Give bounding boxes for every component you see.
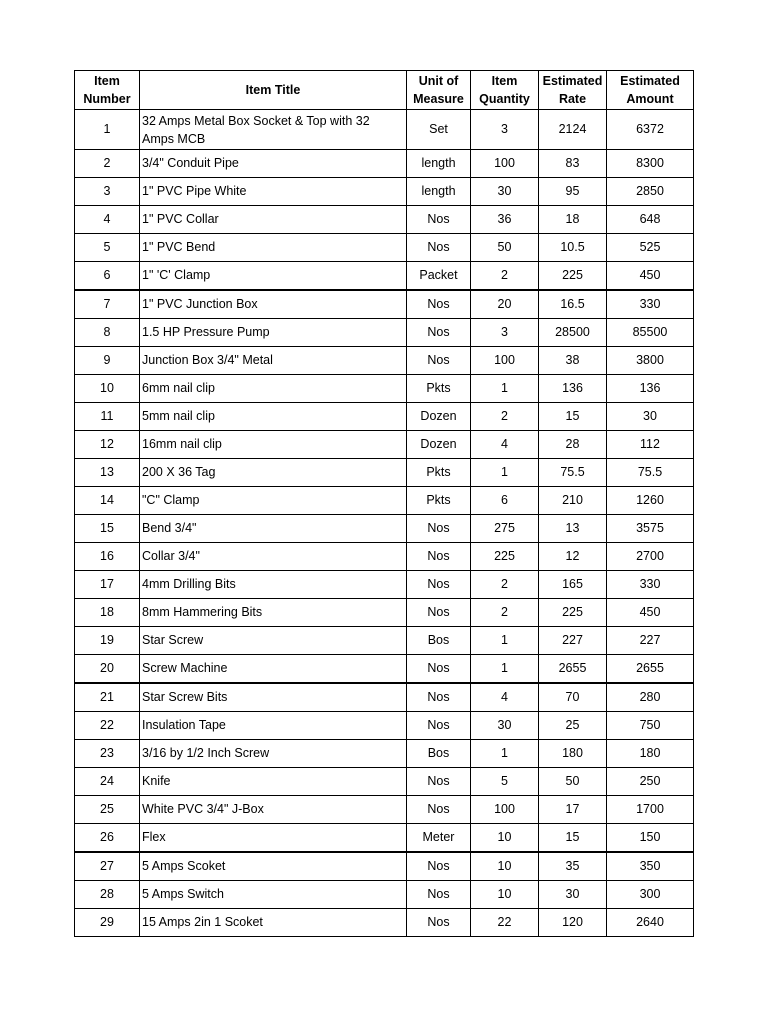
unit-cell: Nos: [407, 515, 471, 543]
unit-cell: Nos: [407, 290, 471, 319]
amount-cell: 330: [607, 571, 694, 599]
rate-cell: 18: [539, 206, 607, 234]
rate-cell: 12: [539, 543, 607, 571]
unit-cell: Bos: [407, 740, 471, 768]
amount-cell: 648: [607, 206, 694, 234]
amount-cell: 112: [607, 431, 694, 459]
table-row: [75, 768, 694, 796]
amount-cell: 450: [607, 599, 694, 627]
rate-cell: 210: [539, 487, 607, 515]
unit-cell: Pkts: [407, 375, 471, 403]
unit-cell: Nos: [407, 712, 471, 740]
table-row: [75, 599, 694, 627]
amount-cell: 2640: [607, 909, 694, 937]
unit-cell: Nos: [407, 234, 471, 262]
rate-cell: 2655: [539, 655, 607, 684]
item-number-cell: 11: [75, 403, 140, 431]
unit-cell: Nos: [407, 347, 471, 375]
item-title-cell: 1" PVC Collar: [140, 206, 407, 234]
rate-cell: 95: [539, 178, 607, 206]
item-title-cell: 1.5 HP Pressure Pump: [140, 319, 407, 347]
table-row: [75, 178, 694, 206]
table-body: [75, 110, 694, 937]
unit-cell: Nos: [407, 796, 471, 824]
item-title-cell: White PVC 3/4" J-Box: [140, 796, 407, 824]
quantity-cell: 4: [471, 431, 539, 459]
item-number-cell: 27: [75, 852, 140, 881]
item-number-cell: 18: [75, 599, 140, 627]
header-item-number: Item Number: [75, 71, 140, 110]
item-number-cell: 6: [75, 262, 140, 291]
rate-cell: 225: [539, 262, 607, 291]
item-title-cell: 200 X 36 Tag: [140, 459, 407, 487]
item-number-cell: 8: [75, 319, 140, 347]
rate-cell: 16.5: [539, 290, 607, 319]
item-number-cell: 10: [75, 375, 140, 403]
item-number-cell: 12: [75, 431, 140, 459]
item-number-cell: 16: [75, 543, 140, 571]
item-number-cell: 2: [75, 150, 140, 178]
amount-cell: 300: [607, 881, 694, 909]
unit-cell: Pkts: [407, 487, 471, 515]
table-row: [75, 655, 694, 684]
amount-cell: 250: [607, 768, 694, 796]
header-unit-of-measure: Unit of Measure: [407, 71, 471, 110]
unit-cell: Nos: [407, 655, 471, 684]
quantity-cell: 1: [471, 375, 539, 403]
amount-cell: 8300: [607, 150, 694, 178]
item-title-cell: 3/16 by 1/2 Inch Screw: [140, 740, 407, 768]
quantity-cell: 3: [471, 319, 539, 347]
table-row: [75, 712, 694, 740]
quantity-cell: 2: [471, 599, 539, 627]
rate-cell: 180: [539, 740, 607, 768]
quantity-cell: 100: [471, 347, 539, 375]
rate-cell: 225: [539, 599, 607, 627]
quantity-cell: 20: [471, 290, 539, 319]
quantity-cell: 1: [471, 627, 539, 655]
table-row: [75, 150, 694, 178]
item-title-cell: Junction Box 3/4" Metal: [140, 347, 407, 375]
quantity-cell: 225: [471, 543, 539, 571]
amount-cell: 350: [607, 852, 694, 881]
quantity-cell: 2: [471, 403, 539, 431]
item-number-cell: 1: [75, 110, 140, 150]
item-title-cell: 5 Amps Scoket: [140, 852, 407, 881]
amount-cell: 1260: [607, 487, 694, 515]
amount-cell: 3575: [607, 515, 694, 543]
table-row: [75, 262, 694, 291]
rate-cell: 35: [539, 852, 607, 881]
amount-cell: 525: [607, 234, 694, 262]
quantity-cell: 5: [471, 768, 539, 796]
header-item-title: Item Title: [140, 71, 407, 110]
rate-cell: 120: [539, 909, 607, 937]
rate-cell: 28500: [539, 319, 607, 347]
rate-cell: 136: [539, 375, 607, 403]
amount-cell: 1700: [607, 796, 694, 824]
quantity-cell: 10: [471, 881, 539, 909]
item-title-cell: 1" PVC Pipe White: [140, 178, 407, 206]
unit-cell: Nos: [407, 683, 471, 712]
amount-cell: 150: [607, 824, 694, 853]
item-title-cell: Star Screw: [140, 627, 407, 655]
quantity-cell: 36: [471, 206, 539, 234]
unit-cell: Dozen: [407, 403, 471, 431]
amount-cell: 450: [607, 262, 694, 291]
amount-cell: 2700: [607, 543, 694, 571]
amount-cell: 3800: [607, 347, 694, 375]
amount-cell: 2850: [607, 178, 694, 206]
item-title-cell: 5mm nail clip: [140, 403, 407, 431]
amount-cell: 2655: [607, 655, 694, 684]
item-title-cell: 3/4" Conduit Pipe: [140, 150, 407, 178]
amount-cell: 750: [607, 712, 694, 740]
header-estimated-rate: Estimated Rate: [539, 71, 607, 110]
item-title-cell: 8mm Hammering Bits: [140, 599, 407, 627]
table-row: [75, 515, 694, 543]
table-row: [75, 852, 694, 881]
unit-cell: length: [407, 150, 471, 178]
item-number-cell: 9: [75, 347, 140, 375]
table-row: [75, 543, 694, 571]
amount-cell: 6372: [607, 110, 694, 150]
rate-cell: 30: [539, 881, 607, 909]
rate-cell: 165: [539, 571, 607, 599]
header-row: [75, 71, 694, 110]
table-row: [75, 740, 694, 768]
item-number-cell: 21: [75, 683, 140, 712]
rate-cell: 70: [539, 683, 607, 712]
item-title-cell: Bend 3/4": [140, 515, 407, 543]
table-row: [75, 683, 694, 712]
unit-cell: Nos: [407, 852, 471, 881]
quantity-cell: 6: [471, 487, 539, 515]
quantity-cell: 22: [471, 909, 539, 937]
quantity-cell: 10: [471, 852, 539, 881]
unit-cell: Nos: [407, 319, 471, 347]
quantity-cell: 4: [471, 683, 539, 712]
item-title-cell: Knife: [140, 768, 407, 796]
item-title-cell: 4mm Drilling Bits: [140, 571, 407, 599]
amount-cell: 30: [607, 403, 694, 431]
item-number-cell: 17: [75, 571, 140, 599]
item-number-cell: 5: [75, 234, 140, 262]
item-number-cell: 28: [75, 881, 140, 909]
table-row: [75, 881, 694, 909]
table-row: [75, 347, 694, 375]
item-title-cell: "C" Clamp: [140, 487, 407, 515]
amount-cell: 85500: [607, 319, 694, 347]
item-title-cell: 15 Amps 2in 1 Scoket: [140, 909, 407, 937]
rate-cell: 83: [539, 150, 607, 178]
item-title-cell: 16mm nail clip: [140, 431, 407, 459]
unit-cell: Nos: [407, 571, 471, 599]
table-row: [75, 909, 694, 937]
unit-cell: Nos: [407, 881, 471, 909]
amount-cell: 330: [607, 290, 694, 319]
item-title-cell: 32 Amps Metal Box Socket & Top with 32 Amps MCB: [140, 110, 407, 150]
unit-cell: Bos: [407, 627, 471, 655]
item-title-cell: Star Screw Bits: [140, 683, 407, 712]
item-title-cell: Collar 3/4": [140, 543, 407, 571]
quantity-cell: 1: [471, 740, 539, 768]
unit-cell: length: [407, 178, 471, 206]
quantity-cell: 100: [471, 150, 539, 178]
item-title-cell: Screw Machine: [140, 655, 407, 684]
item-title-cell: 5 Amps Switch: [140, 881, 407, 909]
item-title-cell: 1" PVC Bend: [140, 234, 407, 262]
item-number-cell: 20: [75, 655, 140, 684]
rate-cell: 15: [539, 824, 607, 853]
table-row: [75, 571, 694, 599]
header-item-quantity: Item Quantity: [471, 71, 539, 110]
item-title-cell: Insulation Tape: [140, 712, 407, 740]
quantity-cell: 30: [471, 712, 539, 740]
item-number-cell: 24: [75, 768, 140, 796]
item-number-cell: 4: [75, 206, 140, 234]
item-number-cell: 23: [75, 740, 140, 768]
amount-cell: 180: [607, 740, 694, 768]
unit-cell: Dozen: [407, 431, 471, 459]
unit-cell: Nos: [407, 599, 471, 627]
table-row: [75, 487, 694, 515]
table-row: [75, 796, 694, 824]
item-number-cell: 26: [75, 824, 140, 853]
table-row: [75, 375, 694, 403]
unit-cell: Nos: [407, 909, 471, 937]
item-title-cell: 1" 'C' Clamp: [140, 262, 407, 291]
quantity-cell: 275: [471, 515, 539, 543]
item-number-cell: 7: [75, 290, 140, 319]
quantity-cell: 3: [471, 110, 539, 150]
item-number-cell: 22: [75, 712, 140, 740]
amount-cell: 227: [607, 627, 694, 655]
rate-cell: 13: [539, 515, 607, 543]
table-row: [75, 234, 694, 262]
table-row: [75, 431, 694, 459]
item-number-cell: 14: [75, 487, 140, 515]
item-number-cell: 13: [75, 459, 140, 487]
items-table: [74, 70, 694, 937]
item-title-cell: 1" PVC Junction Box: [140, 290, 407, 319]
rate-cell: 2124: [539, 110, 607, 150]
rate-cell: 50: [539, 768, 607, 796]
amount-cell: 136: [607, 375, 694, 403]
table-row: [75, 290, 694, 319]
item-number-cell: 19: [75, 627, 140, 655]
rate-cell: 227: [539, 627, 607, 655]
table-row: [75, 403, 694, 431]
unit-cell: Pkts: [407, 459, 471, 487]
quantity-cell: 50: [471, 234, 539, 262]
table-row: [75, 627, 694, 655]
unit-cell: Meter: [407, 824, 471, 853]
rate-cell: 25: [539, 712, 607, 740]
quantity-cell: 2: [471, 262, 539, 291]
unit-cell: Nos: [407, 543, 471, 571]
rate-cell: 38: [539, 347, 607, 375]
unit-cell: Packet: [407, 262, 471, 291]
quantity-cell: 30: [471, 178, 539, 206]
rate-cell: 75.5: [539, 459, 607, 487]
unit-cell: Set: [407, 110, 471, 150]
item-number-cell: 15: [75, 515, 140, 543]
quantity-cell: 10: [471, 824, 539, 853]
amount-cell: 280: [607, 683, 694, 712]
table-row: [75, 459, 694, 487]
unit-cell: Nos: [407, 768, 471, 796]
item-title-cell: Flex: [140, 824, 407, 853]
item-number-cell: 29: [75, 909, 140, 937]
unit-cell: Nos: [407, 206, 471, 234]
table-row: [75, 110, 694, 150]
quantity-cell: 1: [471, 655, 539, 684]
rate-cell: 10.5: [539, 234, 607, 262]
quantity-cell: 100: [471, 796, 539, 824]
rate-cell: 15: [539, 403, 607, 431]
table-row: [75, 319, 694, 347]
table-row: [75, 824, 694, 853]
item-title-cell: 6mm nail clip: [140, 375, 407, 403]
amount-cell: 75.5: [607, 459, 694, 487]
item-number-cell: 25: [75, 796, 140, 824]
quantity-cell: 1: [471, 459, 539, 487]
rate-cell: 28: [539, 431, 607, 459]
item-number-cell: 3: [75, 178, 140, 206]
table-row: [75, 206, 694, 234]
header-estimated-amount: Estimated Amount: [607, 71, 694, 110]
rate-cell: 17: [539, 796, 607, 824]
quantity-cell: 2: [471, 571, 539, 599]
